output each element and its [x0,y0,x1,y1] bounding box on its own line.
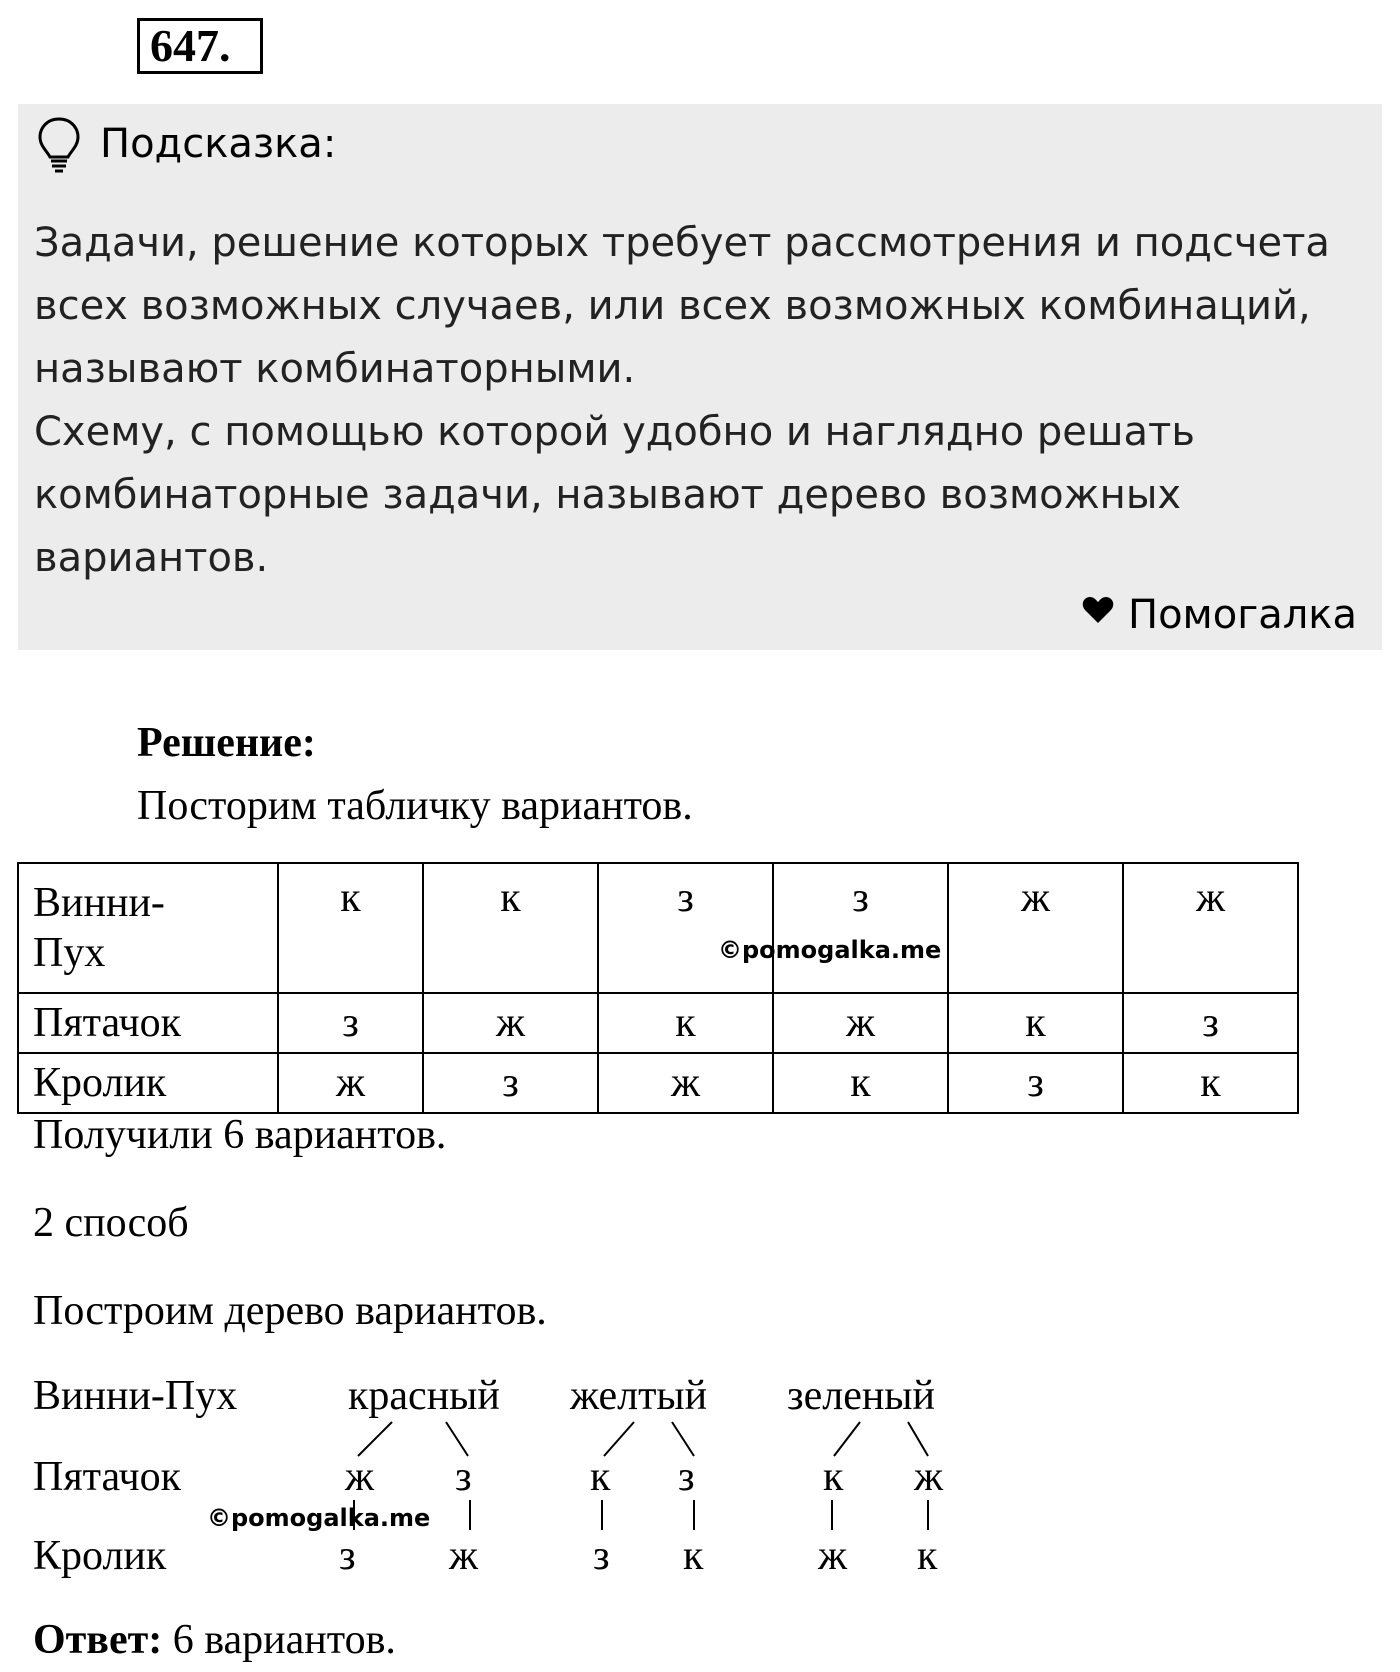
tree-branch [604,1422,634,1456]
table-cell: к [278,863,423,993]
tree-color-yellow: желтый [570,1373,708,1419]
heart-icon [1082,596,1114,624]
tree-node-l3: ж [818,1533,848,1579]
table-cell: к [598,993,773,1053]
tree-node-l3: ж [449,1533,479,1579]
tree-branch [834,1422,860,1456]
tree-node-l2: к [823,1454,844,1500]
tree-branch [358,1422,392,1456]
problem-number [137,18,263,74]
tree-node-l3: з [339,1533,356,1579]
tree-branch [446,1422,468,1456]
solution-intro: Посторим табличку вариантов. [137,783,693,829]
hint-line-6: вариантов. [34,535,269,581]
tree-branches [0,1380,1000,1530]
table-cell: к [423,863,598,993]
table-cell: з [773,863,948,993]
tree-color-red: красный [348,1373,500,1419]
tree-node-l3: з [593,1533,610,1579]
table-cell: з [423,1053,598,1113]
tree-branch [672,1422,694,1456]
hint-line-1: Задачи, решение которых требует рассмотрения и подсчета [34,220,1330,266]
result-text: Получили 6 вариантов. [33,1112,447,1158]
tree-label-rabbit: Кролик [33,1533,167,1579]
table-cell: ж [278,1053,423,1113]
tree-node-l2: з [678,1454,695,1500]
problem-number-suffix: . [219,20,231,71]
hint-line-2: всех возможных случаев, или всех возможных комбинаций, [34,283,1311,329]
table-cell: з [598,863,773,993]
hint-line-4: Схему, с помощью которой удобно и наглядно решать [34,409,1195,455]
table-cell: к [948,993,1123,1053]
table-cell: з [1123,993,1298,1053]
variants-table [17,862,1299,1114]
row-header-winnie-line1: Винни- [33,880,165,926]
tree-node-l2: з [455,1454,472,1500]
brand-name: Помогалка [1128,592,1357,638]
answer [33,1615,396,1665]
answer-label: Ответ: [33,1617,163,1663]
table-cell: ж [773,993,948,1053]
tree-node-l2: к [590,1454,611,1500]
table-cell: к [773,1053,948,1113]
tree-node-l3: к [683,1533,704,1579]
table-cell: ж [948,863,1123,993]
tree-color-green: зеленый [787,1373,936,1419]
table-cell: з [278,993,423,1053]
watermark-table: ©pomogalka.me [718,936,942,964]
table-cell: ж [423,993,598,1053]
tree-label-winnie: Винни-Пух [33,1373,238,1419]
tree-label-piglet: Пятачок [33,1454,182,1500]
row-header-winnie [18,863,278,993]
tree-node-l2: ж [345,1454,375,1500]
solution-title: Решение: [137,720,316,766]
answer-text: 6 вариантов. [162,1617,396,1663]
problem-number-value: 647 [150,20,219,71]
table-row-winnie [18,863,1298,993]
row-header-winnie-line2: Пух [33,930,106,976]
table-cell: ж [1123,863,1298,993]
hint-line-3: называют комбинаторными. [34,346,636,392]
method-2-title: 2 способ [33,1200,189,1246]
table-row-piglet [18,993,1298,1053]
watermark-tree: ©pomogalka.me [207,1504,431,1532]
tree-node-l2: ж [914,1454,944,1500]
tree-branch [908,1422,928,1456]
tree-intro: Построим дерево вариантов. [33,1288,547,1334]
table-row-rabbit [18,1053,1298,1113]
hint-title: Подсказка: [100,121,337,167]
table-cell: к [1123,1053,1298,1113]
hint-line-5: комбинаторные задачи, называют дерево возможных [34,472,1182,518]
lightbulb-icon [34,115,84,175]
tree-node-l3: к [917,1533,938,1579]
row-header-rabbit: Кролик [18,1053,278,1113]
row-header-piglet: Пятачок [18,993,278,1053]
table-cell: з [948,1053,1123,1113]
table-cell: ж [598,1053,773,1113]
